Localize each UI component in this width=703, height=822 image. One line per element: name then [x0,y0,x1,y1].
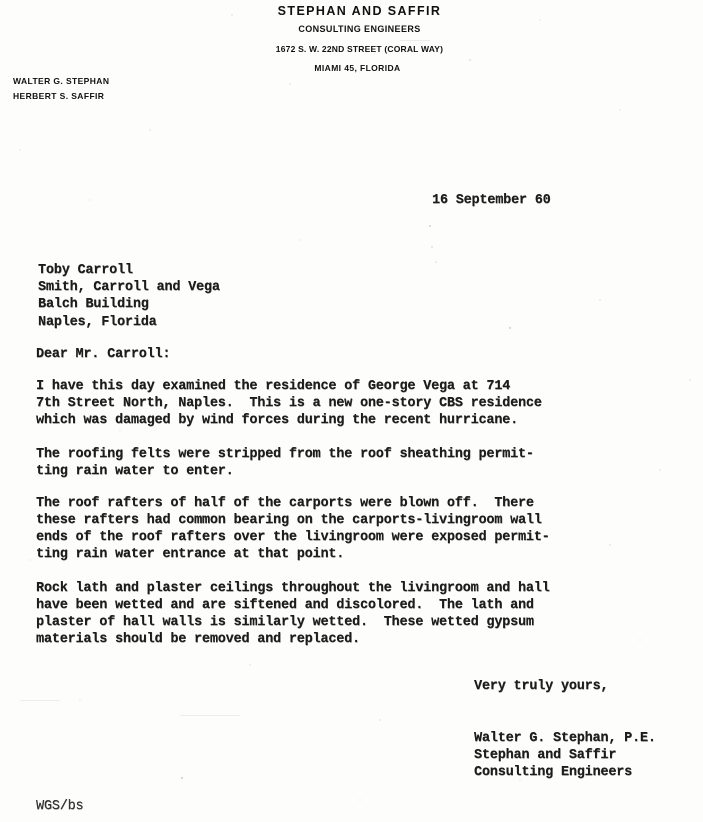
signature-title: Consulting Engineers [474,765,633,780]
body-paragraph-3-line: ends of the roof rafters over the livingroom were exposed permit- [36,530,550,545]
body-paragraph-1-line: I have this day examined the residence of George Vega at 714 [36,379,511,394]
typist-initials: WGS/bs [36,799,84,814]
signature-firm: Stephan and Saffir [474,748,617,763]
body-paragraph-1-line: which was damaged by wind forces during the recent hurricane. [36,413,518,428]
letterhead-address: 1672 S. W. 22ND STREET (CORAL WAY) [275,44,444,54]
recipient-firm: Smith, Carroll and Vega [38,280,220,295]
letterhead-firm-name: STEPHAN AND SAFFIR [277,4,442,18]
body-paragraph-3-line: The roof rafters of half of the carports were blown off. There [36,496,534,511]
letterhead-partner-saffir: HERBERT S. SAFFIR [13,91,105,101]
body-paragraph-4-line: plaster of hall walls is similarly wetted. These wetted gypsum [36,615,534,630]
body-paragraph-1-line: 7th Street North, Naples. This is a new one-story CBS residence [36,396,542,411]
body-paragraph-4-line: have been wetted and are siftened and discolored. The lath and [36,598,534,613]
letter-date: 16 September 60 [432,193,551,208]
letterhead-subtitle: CONSULTING ENGINEERS [298,24,421,34]
body-paragraph-2-line: ting rain water to enter. [36,464,234,479]
letterhead-partner-stephan: WALTER G. STEPHAN [13,76,110,86]
recipient-city: Naples, Florida [38,315,157,330]
letterhead-city: MIAMI 45, FLORIDA [314,63,401,73]
recipient-building: Balch Building [38,297,149,312]
salutation: Dear Mr. Carroll: [36,347,171,362]
body-paragraph-2-line: The roofing felts were stripped from the roof sheathing permit- [36,447,534,462]
body-paragraph-3-line: ting rain water entrance at that point. [36,547,345,562]
recipient-name: Toby Carroll [38,263,133,278]
body-paragraph-4-line: Rock lath and plaster ceilings throughout the livingroom and hall [36,581,550,596]
complimentary-closing: Very truly yours, [474,679,609,694]
signature-name: Walter G. Stephan, P.E. [474,731,656,746]
body-paragraph-4-line: materials should be removed and replaced. [36,632,360,647]
body-paragraph-3-line: these rafters had common bearing on the carports-livingroom wall [36,513,542,528]
